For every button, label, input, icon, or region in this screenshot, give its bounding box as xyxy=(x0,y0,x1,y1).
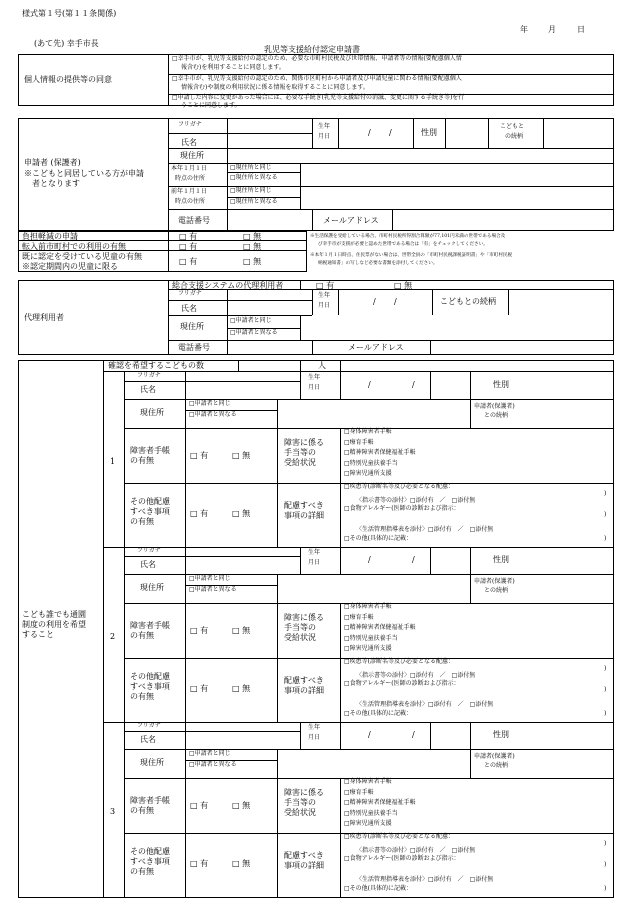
child-2-handbook-no-checkbox[interactable]: □ 無 xyxy=(232,626,251,635)
child-1-disease-paren: ) xyxy=(604,490,607,497)
consent-checkbox-3[interactable]: □申請した内容に変更があった場合には、必要な手続き(乳児等支援給付の消滅、変更に関する手続き等)を行 xyxy=(172,94,465,101)
child-2-name-label: 氏名 xyxy=(140,560,156,569)
child-2-handbook-label-1: 障害者手帳 xyxy=(130,621,170,630)
child-2-other-label-2: すべき事項 xyxy=(130,682,170,691)
child-1-benefit-label-2: 手当等の xyxy=(284,448,316,457)
applicant-birth-slash-1: / xyxy=(368,128,371,137)
reduce-yes-checkbox[interactable]: □ 有 xyxy=(179,232,198,241)
certified-label: 既に認定を受けている児童の有無 xyxy=(22,252,142,261)
child-2-birth-label-2: 月日 xyxy=(308,559,321,566)
child-2-address-label: 現住所 xyxy=(140,583,164,592)
child-3-birth-label-1: 生年 xyxy=(308,724,321,731)
child-1-handbook-label-2: の有無 xyxy=(130,456,154,465)
jan1-prev-diff-checkbox[interactable]: □現住所と異なる xyxy=(230,198,278,205)
child-1-other-label-3: の有無 xyxy=(130,517,154,526)
income-note-2: び幸手市が支援が必要と認めた世帯である場合は「有」をチェックしてください。 xyxy=(318,242,488,247)
child-3-allergy-checkbox[interactable]: □食物アレルギー(医師の診断および指示： xyxy=(344,855,460,862)
child-3-other-no-checkbox[interactable]: □ 無 xyxy=(232,859,251,868)
child-2-gender-label: 性別 xyxy=(493,555,509,564)
child-3-relation-label-1: 申請者(保護者) xyxy=(474,753,515,760)
child-3-allergy-attach[interactable]: 〈生活管理指導表を添付〉□添付有 ／ □添付無 xyxy=(356,876,494,883)
child-3-allergy-paren: ) xyxy=(604,861,607,868)
reduce-label: 負担軽減の申請 xyxy=(22,232,78,241)
page-title: 乳児等支援給付認定申請書 xyxy=(264,45,360,54)
applicant-relation-label-1: こどもと xyxy=(500,123,525,130)
child-2-diff-checkbox[interactable]: □申請者と異なる xyxy=(189,586,237,593)
child-3-benefit-item-2-checkbox[interactable]: □療育手帳 xyxy=(344,788,374,796)
applicant-birth-label-2: 月日 xyxy=(318,133,331,140)
child-2-number: 2 xyxy=(110,632,116,641)
applicant-phone-label: 電話番号 xyxy=(178,216,210,225)
child-2-benefit-item-4-checkbox[interactable]: □特別児童扶養手当 xyxy=(344,634,398,642)
child-2-other-yes-checkbox[interactable]: □ 有 xyxy=(190,684,209,693)
children-label-2: 制度の利用を希望 xyxy=(22,620,86,629)
child-2-benefit-item-3-checkbox[interactable]: □精神障害者保健福祉手帳 xyxy=(344,624,416,631)
certified-no-checkbox[interactable]: □ 無 xyxy=(243,257,262,266)
child-3-same-checkbox[interactable]: □申請者と同じ xyxy=(189,750,231,757)
moved-no-checkbox[interactable]: □ 無 xyxy=(243,242,262,251)
reduce-no-checkbox[interactable]: □ 無 xyxy=(243,232,262,241)
child-3-benefit-item-5-checkbox[interactable]: □障害児通所支援 xyxy=(344,820,392,827)
date-month: 月 xyxy=(548,25,556,34)
child-2-benefit-label-3: 受給状況 xyxy=(284,633,316,642)
child-3-other-detail-checkbox[interactable]: □その他(具体的に記載： xyxy=(344,885,413,892)
agent-birth-slash-1: / xyxy=(373,297,376,306)
child-2-other-detail-paren: ) xyxy=(604,710,607,717)
child-2-allergy-checkbox[interactable]: □食物アレルギー(医師の診断および指示： xyxy=(344,680,460,687)
agent-birth-slash-2: / xyxy=(394,297,397,306)
jan1-prev-same-checkbox[interactable]: □現住所と同じ xyxy=(230,187,272,194)
income-note-1: ※生活保護を受給している場合、市町村民税所得割合算額が77,101円未満の世帯である場合及 xyxy=(310,234,506,239)
child-3-other-label-3: の有無 xyxy=(130,867,154,876)
child-3-name-label: 氏名 xyxy=(140,735,156,744)
child-1-handbook-label-1: 障害者手帳 xyxy=(130,446,170,455)
child-2-detail-label-1: 配慮すべき xyxy=(284,676,324,685)
applicant-note-2: 者となります xyxy=(32,179,80,188)
applicant-address-label: 現住所 xyxy=(180,151,204,160)
child-3-handbook-label-2: の有無 xyxy=(130,806,154,815)
jan1-current-label-2: 時点の住所 xyxy=(175,175,206,182)
child-3-benefit-item-4-checkbox[interactable]: □特別児童扶養手当 xyxy=(344,809,398,817)
agent-system-label: 総合支援システムの代理利用者 xyxy=(172,281,284,290)
residence-note-1: ※本年１月１日時点、住民票がない場合は、世帯全員の「市町村民税課税証明書」や「市町村民税 xyxy=(310,253,513,258)
child-2-relation-label-2: との続柄 xyxy=(484,587,509,594)
child-3-other-label-1: その他配慮 xyxy=(130,847,170,856)
child-2-detail-label-2: 事項の詳細 xyxy=(284,686,324,695)
child-1-other-no-checkbox[interactable]: □ 無 xyxy=(232,509,251,518)
child-1-benefit-item-3-checkbox[interactable]: □精神障害者保健福祉手帳 xyxy=(344,449,416,456)
child-2-other-label-1: その他配慮 xyxy=(130,672,170,681)
child-2-benefit-item-2-checkbox[interactable]: □療育手帳 xyxy=(344,613,374,621)
child-2-disease-attach[interactable]: 〈指示書等の添付〉□添付有 ／ □添付無 xyxy=(356,672,476,679)
child-1-allergy-checkbox[interactable]: □食物アレルギー(医師の診断および指示： xyxy=(344,505,460,512)
child-3-other-detail-paren: ) xyxy=(604,885,607,892)
consent-text-1b: 報含む)を利用することに同意します。 xyxy=(181,64,285,71)
jan1-prev-label-1: 前年１月１日 xyxy=(171,188,208,195)
child-2-benefit-label-1: 障害に係る xyxy=(284,613,324,622)
date-year: 年 xyxy=(520,25,528,34)
agent-same-checkbox[interactable]: □申請者と同じ xyxy=(230,317,272,324)
child-1-other-detail-paren: ) xyxy=(604,535,607,542)
child-1-handbook-no-checkbox[interactable]: □ 無 xyxy=(232,451,251,460)
child-1-number: 1 xyxy=(110,457,116,466)
child-2-benefit-item-5-checkbox[interactable]: □障害児通所支援 xyxy=(344,645,392,652)
child-2-birth-label-1: 生年 xyxy=(308,549,321,556)
child-2-same-checkbox[interactable]: □申請者と同じ xyxy=(189,575,231,582)
moved-yes-checkbox[interactable]: □ 有 xyxy=(179,242,198,251)
child-1-benefit-label-3: 受給状況 xyxy=(284,458,316,467)
certified-yes-checkbox[interactable]: □ 有 xyxy=(179,257,198,266)
agent-label: 代理利用者 xyxy=(24,313,64,322)
child-3-relation-label-2: との続柄 xyxy=(484,762,509,769)
children-label-3: すること xyxy=(22,630,54,639)
child-1-other-label-2: すべき事項 xyxy=(130,507,170,516)
child-3-birth-slash-2: / xyxy=(412,730,415,739)
agent-email-label: メールアドレス xyxy=(348,343,404,352)
date-day: 日 xyxy=(577,25,585,34)
child-3-gender-label: 性別 xyxy=(493,730,509,739)
child-2-disease-checkbox[interactable]: □疾患等(診断名等及び必要となる配慮： xyxy=(344,658,455,665)
applicant-gender-label: 性別 xyxy=(421,128,437,137)
child-3-detail-label-1: 配慮すべき xyxy=(284,851,324,860)
children-label-1: こども誰でも通園 xyxy=(22,610,86,619)
child-1-handbook-yes-checkbox[interactable]: □ 有 xyxy=(190,451,209,460)
child-3-number: 3 xyxy=(110,807,116,816)
agent-diff-checkbox[interactable]: □申請者と異なる xyxy=(230,329,278,336)
child-1-other-yes-checkbox[interactable]: □ 有 xyxy=(190,509,209,518)
child-3-birth-label-2: 月日 xyxy=(308,734,321,741)
jan1-current-label-1: 本年１月１日 xyxy=(171,165,208,172)
child-1-other-label-1: その他配慮 xyxy=(130,497,170,506)
child-2-birth-slash-2: / xyxy=(412,555,415,564)
child-2-relation-label-1: 申請者(保護者) xyxy=(474,578,515,585)
child-1-relation-label-2: との続柄 xyxy=(484,412,509,419)
applicant-name-label: 氏名 xyxy=(181,138,197,147)
child-1-benefit-item-1-checkbox[interactable]: □身体障害者手帳 xyxy=(344,428,392,435)
child-3-disease-checkbox[interactable]: □疾患等(診断名等及び必要となる配慮： xyxy=(344,833,455,840)
jan1-prev-label-2: 時点の住所 xyxy=(175,198,206,205)
residence-note-2: 納税通知書」の写しなど必要な書類を添付してください。 xyxy=(318,261,438,266)
child-3-benefit-label-3: 受給状況 xyxy=(284,808,316,817)
child-1-birth-slash-1: / xyxy=(368,380,371,389)
child-1-detail-label-2: 事項の詳細 xyxy=(284,511,324,520)
child-2-benefit-label-2: 手当等の xyxy=(284,623,316,632)
consent-label: 個人情報の提供等の同意 xyxy=(24,75,112,84)
child-3-other-label-2: すべき事項 xyxy=(130,857,170,866)
child-1-name-label: 氏名 xyxy=(140,385,156,394)
certified-note: ※認定期間内の児童に限る xyxy=(22,262,118,271)
applicant-email-label: メールアドレス xyxy=(323,216,379,225)
applicant-relation-label-2: の続柄 xyxy=(505,133,524,140)
agent-address-label: 現住所 xyxy=(180,322,204,331)
child-3-handbook-yes-checkbox[interactable]: □ 有 xyxy=(190,801,209,810)
agent-birth-label-2: 月日 xyxy=(318,302,331,309)
child-3-birth-slash-1: / xyxy=(368,730,371,739)
child-1-same-checkbox[interactable]: □申請者と同じ xyxy=(189,400,231,407)
consent-text-3b: うことに同意します。 xyxy=(181,102,241,109)
child-2-other-detail-checkbox[interactable]: □その他(具体的に記載： xyxy=(344,710,413,717)
child-3-detail-label-2: 事項の詳細 xyxy=(284,861,324,870)
child-1-relation-label-1: 申請者(保護者) xyxy=(474,403,515,410)
child-3-handbook-no-checkbox[interactable]: □ 無 xyxy=(232,801,251,810)
child-2-allergy-paren: ) xyxy=(604,686,607,693)
child-1-disease-checkbox[interactable]: □疾患等(診断名等及び必要となる配慮： xyxy=(344,483,455,490)
child-1-allergy-paren: ) xyxy=(604,511,607,518)
agent-furigana-label: フリガナ xyxy=(178,290,202,297)
child-2-birth-slash-1: / xyxy=(368,555,371,564)
children-count-unit: 人 xyxy=(318,361,326,370)
child-2-handbook-yes-checkbox[interactable]: □ 有 xyxy=(190,626,209,635)
child-2-other-label-3: の有無 xyxy=(130,692,154,701)
children-count-label: 確認を希望するこどもの数 xyxy=(108,361,204,370)
child-2-disease-paren: ) xyxy=(604,665,607,672)
moved-label: 転入前市町村での利用の有無 xyxy=(22,242,126,251)
agent-no-checkbox[interactable]: □ 無 xyxy=(394,281,413,290)
child-1-diff-checkbox[interactable]: □申請者と異なる xyxy=(189,411,237,418)
child-2-furigana-label: フリガナ xyxy=(137,547,161,554)
child-2-other-no-checkbox[interactable]: □ 無 xyxy=(232,684,251,693)
child-3-address-label: 現住所 xyxy=(140,758,164,767)
child-3-benefit-item-1-checkbox[interactable]: □身体障害者手帳 xyxy=(344,778,392,785)
form-number: 様式第１号(第１１条関係) xyxy=(22,9,117,18)
child-1-benefit-label-1: 障害に係る xyxy=(284,438,324,447)
applicant-note-1: ※こどもと同居している方が申請 xyxy=(24,169,144,178)
child-1-benefit-item-2-checkbox[interactable]: □療育手帳 xyxy=(344,438,374,446)
child-1-detail-label-1: 配慮すべき xyxy=(284,501,324,510)
child-3-diff-checkbox[interactable]: □申請者と異なる xyxy=(189,761,237,768)
child-1-birth-label-2: 月日 xyxy=(308,384,321,391)
child-3-handbook-label-1: 障害者手帳 xyxy=(130,796,170,805)
agent-table xyxy=(18,280,614,355)
child-1-address-label: 現住所 xyxy=(140,408,164,417)
agent-name-label: 氏名 xyxy=(181,304,197,313)
consent-checkbox-2[interactable]: □幸手市が、乳児等支援給付の認定のため、関係市区町村から申請者及び申請児童に関わる情報(要配慮個人 xyxy=(172,75,462,82)
agent-yes-checkbox[interactable]: □ 有 xyxy=(316,281,335,290)
agent-phone-label: 電話番号 xyxy=(178,343,210,352)
child-3-benefit-label-1: 障害に係る xyxy=(284,788,324,797)
agent-birth-label-1: 生年 xyxy=(318,292,331,299)
child-1-gender-label: 性別 xyxy=(493,380,509,389)
child-2-allergy-attach[interactable]: 〈生活管理指導表を添付〉□添付有 ／ □添付無 xyxy=(356,701,494,708)
applicant-furigana-label: フリガナ xyxy=(178,121,202,128)
child-1-other-detail-checkbox[interactable]: □その他(具体的に記載： xyxy=(344,535,413,542)
child-2-benefit-item-1-checkbox[interactable]: □身体障害者手帳 xyxy=(344,603,392,610)
child-2-handbook-label-2: の有無 xyxy=(130,631,154,640)
applicant-birth-slash-2: / xyxy=(389,128,392,137)
addressee: (あて先) 幸手市長 xyxy=(34,39,99,48)
child-3-furigana-label: フリガナ xyxy=(137,722,161,729)
consent-checkbox-1[interactable]: □幸手市が、乳児等支援給付の認定のため、必要な市町村民税及び世帯情報、申請者等の情報(要配慮個人情 xyxy=(172,55,462,62)
jan1-current-same-checkbox[interactable]: □現住所と同じ xyxy=(230,164,272,171)
child-3-benefit-label-2: 手当等の xyxy=(284,798,316,807)
child-1-birth-slash-2: / xyxy=(412,380,415,389)
child-3-disease-paren: ) xyxy=(604,840,607,847)
child-3-disease-attach[interactable]: 〈指示書等の添付〉□添付有 ／ □添付無 xyxy=(356,847,476,854)
child-3-other-yes-checkbox[interactable]: □ 有 xyxy=(190,859,209,868)
child-1-benefit-item-5-checkbox[interactable]: □障害児通所支援 xyxy=(344,470,392,477)
child-1-disease-attach[interactable]: 〈指示書等の添付〉□添付有 ／ □添付無 xyxy=(356,497,476,504)
child-1-birth-label-1: 生年 xyxy=(308,374,321,381)
child-1-furigana-label: フリガナ xyxy=(137,372,161,379)
child-1-benefit-item-4-checkbox[interactable]: □特別児童扶養手当 xyxy=(344,459,398,467)
child-1-allergy-attach[interactable]: 〈生活管理指導表を添付〉□添付有 ／ □添付無 xyxy=(356,526,494,533)
applicant-label: 申請者 (保護者) xyxy=(24,158,81,167)
jan1-current-diff-checkbox[interactable]: □現住所と異なる xyxy=(230,174,278,181)
agent-relation-label: こどもとの続柄 xyxy=(440,297,496,306)
consent-text-2b: 情報含む)や制度の利用状況に係る情報を取得することに同意します。 xyxy=(181,84,369,91)
child-3-benefit-item-3-checkbox[interactable]: □精神障害者保健福祉手帳 xyxy=(344,799,416,806)
applicant-birth-label-1: 生年 xyxy=(318,123,331,130)
